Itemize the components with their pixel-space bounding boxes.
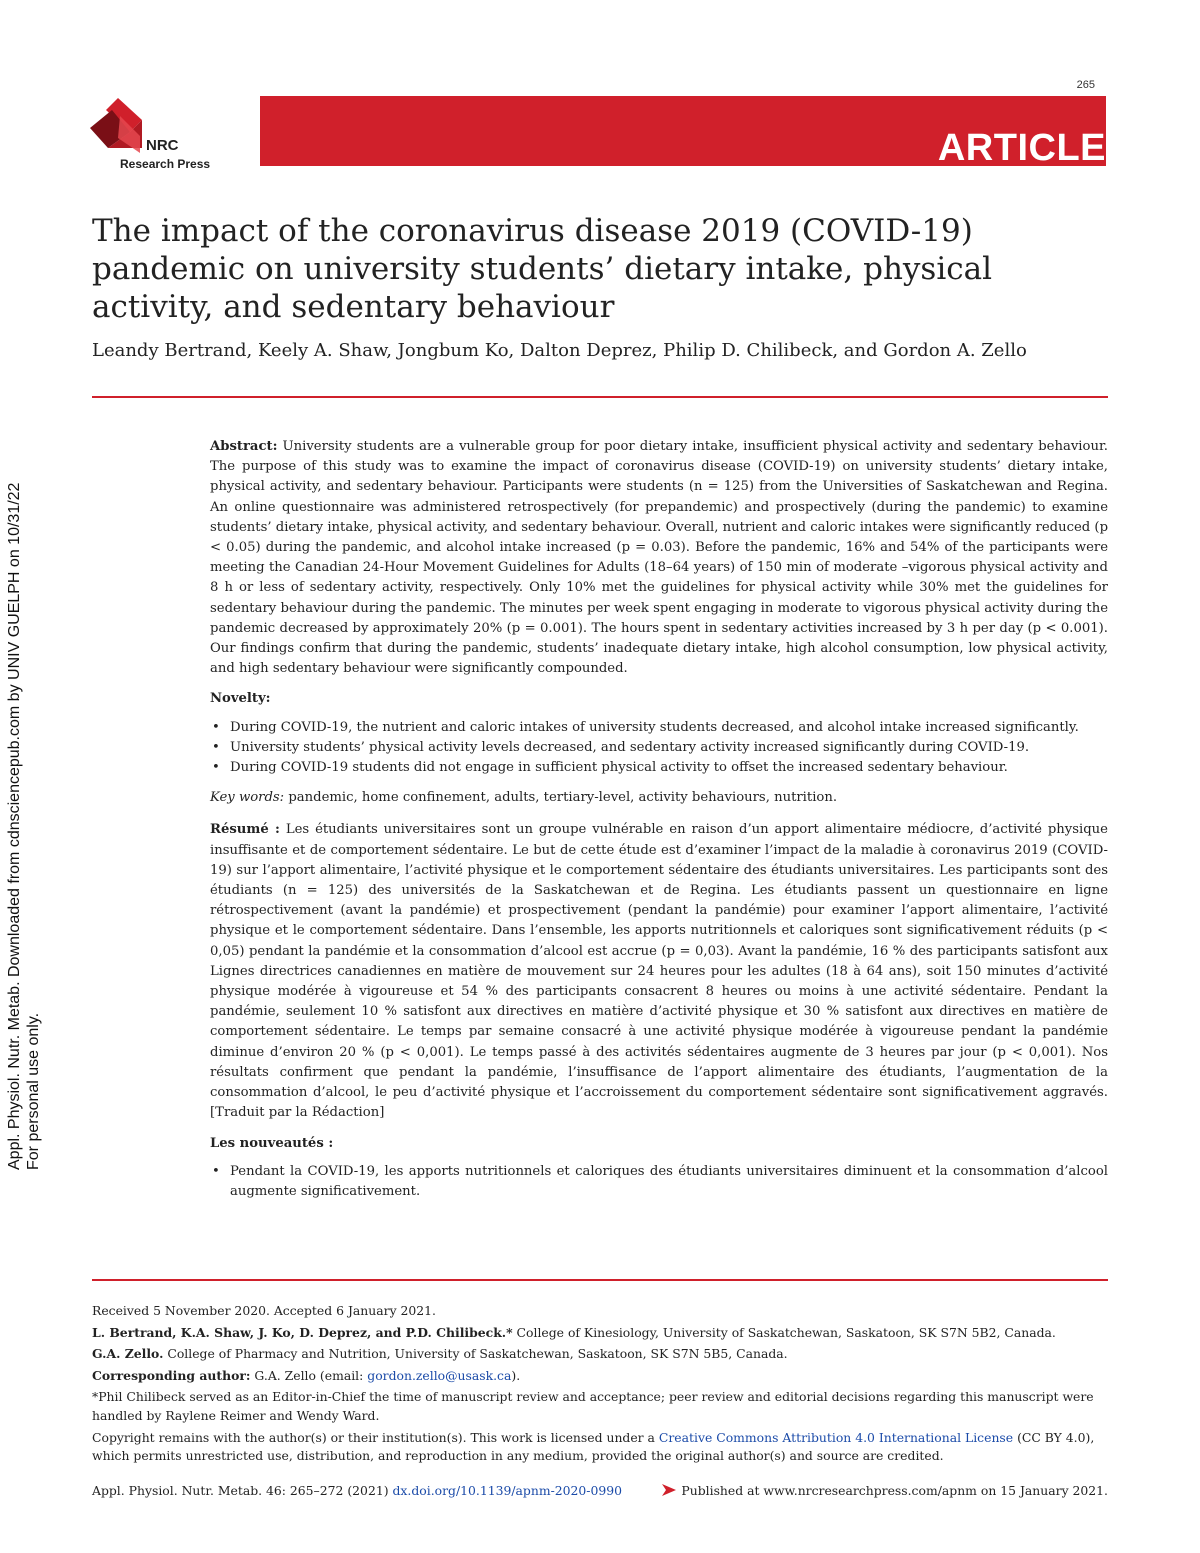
copyright-text-end: (CC BY 4.0), which permits unrestricted use, distribution, and reproduction in any medium, provided the original author(s) and source are credited. (92, 1429, 1095, 1464)
novelty-heading: Novelty: (210, 691, 271, 707)
abstract-text: University students are a vulnerable group for poor dietary intake, insufficient physical activity and sedentary behaviour. The purpose of this study was to examine the impact of coronavirus disease (COVID-19) on university students’ dietary intake, physical activity, and sedentary behaviour. Participants were students (n = 125) from the Universities of Saskatchewan and Regina. An online questionnaire was administered retrospectively (for prepandemic) and prospectively (during the pandemic) to examine students’ dietary intake, physical activity, and sedentary behaviour. Overall, nutrient and caloric intakes were significantly reduced (p < 0.05) during the pandemic, and alcohol intake increased (p = 0.03). Before the pandemic, 16% and 54% of the participants were meeting the Canadian 24-Hour Movement Guidelines for Adults (18–64 years) of 150 min of moderate –vigorous physical activity and 8 h or less of sedentary activity, respectively. Only 10% met the guidelines for physical activity while 30% met the guidelines for sedentary behaviour during the pandemic. The minutes per week spent engaging in moderate to vigorous physical activity during the pandemic decreased by approximately 20% (p = 0.001). The hours spent in sedentary activities increased by 3 h per day (p < 0.001). Our findings confirm that during the pandemic, students’ inadequate dietary intake, high alcohol consumption, low physical activity, and high sedentary behaviour were significantly compounded. (210, 439, 1109, 677)
novelty-list (210, 718, 1108, 779)
novelty-item: • University students’ physical activity levels decreased, and sedentary activity increased significantly during COVID-19. (210, 738, 1108, 758)
nrc-research-press-logo (90, 98, 240, 173)
nouveautes-item: • Pendant la COVID-19, les apports nutritionnels et caloriques des étudiants universitaires diminuent et la consommation d’alcool augmente significativement. (210, 1162, 1108, 1202)
logo-text-nrc: NRC (146, 137, 179, 154)
abstract-label: Abstract: (210, 439, 278, 454)
article-header-band (260, 96, 1106, 169)
published-footer (662, 1483, 1108, 1498)
resume-text: Les étudiants universitaires sont un groupe vulnérable en raison d’un apport alimentaire médiocre, d’activité physique insuffisante et de comportement sédentaire. Le but de cette étude est d’examiner l’impact de la maladie à coronavirus 2019 (COVID-19) sur l’apport alimentaire, l’activité physique et le comportement sédentaire des étudiants universitaires. Les participants sont des étudiants (n = 125) des universités de la Saskatchewan et de Regina. Les étudiants passent un questionnaire en ligne rétrospectivement (avant la pandémie) et prospectivement (pendant la pandémie) pour examiner l’apport alimentaire, l’activité physique et le comportement sédentaire. Dans l’ensemble, les apports nutritionnels et caloriques sont significativement réduits (p < 0,05) pendant la pandémie et la consommation d’alcool est accrue (p = 0,03). Avant la pandémie, 16 % des participants satisfont aux Lignes directrices canadiennes en matière de mouvement sur 24 heures pour les adultes (18 à 64 ans), soit 150 minutes d’activité physique modérée à vigoureuse et 54 % des participants consacrent 8 heures ou moins à une activité sédentaire. Pendant la pandémie, seulement 10 % satisfont aux directives en matière d’activité physique et 30 % satisfont aux directives en matière de comportement sédentaire. Le temps par semaine consacré à une activité physique modérée à vigoureuse pendant la pandémie diminue d’environ 20 % (p < 0,001). Le temps passé à des activités sédentaires augmente de 3 heures par jour (p < 0,001). Nos résultats confirment que pendant la pandémie, l’insuffisance de l’apport alimentaire des étudiants, l’augmentation de la consommation d’alcool, le peu d’activité physique et l’accroissement du comportement sédentaire sont significativement aggravés. [Traduit par la Rédaction] (210, 822, 1108, 1121)
affiliation-1 (92, 1324, 1108, 1343)
citation-text: Appl. Physiol. Nutr. Metab. 46: 265–272 (2021) (92, 1483, 393, 1498)
corresponding-author-close: ). (511, 1367, 521, 1383)
affiliation-1-text: College of Kinesiology, University of Saskatchewan, Saskatoon, SK S7N 5B2, Canada. (512, 1324, 1056, 1340)
novelty-item: • During COVID-19 students did not engage in sufficient physical activity to offset the increased sedentary behaviour. (210, 758, 1108, 778)
affiliation-2-names: G.A. Zello. (92, 1346, 164, 1362)
affiliation-1-names: L. Bertrand, K.A. Shaw, J. Ko, D. Deprez, and P.D. Chilibeck.* (92, 1324, 513, 1340)
published-text: Published at www.nrcresearchpress.com/apnm on 15 January 2021. (681, 1483, 1108, 1498)
abstract-section (210, 437, 1108, 1202)
doi-link[interactable]: dx.doi.org/10.1139/apnm-2020-0990 (392, 1483, 623, 1498)
nouveautes-heading: Les nouveautés : (210, 1135, 334, 1151)
license-link[interactable]: Creative Commons Attribution 4.0 International License (658, 1429, 1014, 1445)
citation-footer (92, 1483, 622, 1498)
article-type-label: ARTICLE (937, 127, 1106, 169)
download-stamp-line1: Appl. Physiol. Nutr. Metab. Downloaded from cdnsciencepub.com by UNIV GUELPH on 10/31/22 (6, 482, 23, 1170)
received-line: Received 5 November 2020. Accepted 6 January 2021. (92, 1303, 436, 1318)
footnotes (92, 1302, 1108, 1469)
footnote-divider (92, 1279, 1108, 1281)
editor-note: *Phil Chilibeck served as an Editor-in-Chief the time of manuscript review and acceptance; peer review and editorial decisions regarding this manuscript were handled by Raylene Reimer and Wendy Ward. (92, 1389, 1094, 1423)
affiliation-2-text: College of Pharmacy and Nutrition, University of Saskatchewan, Saskatoon, SK S7N 5B5, Canada. (163, 1346, 788, 1362)
keywords-line (210, 788, 1108, 808)
corresponding-author (92, 1367, 1108, 1386)
copyright-statement (92, 1429, 1108, 1466)
resume-paragraph (210, 820, 1108, 1123)
affiliation-2 (92, 1345, 1108, 1364)
logo-text-research-press: Research Press (120, 157, 211, 171)
corresponding-author-name: G.A. Zello (email: (250, 1367, 368, 1383)
keywords-text: pandemic, home confinement, adults, tertiary-level, activity behaviours, nutrition. (288, 790, 838, 806)
abstract-paragraph (210, 437, 1108, 679)
copyright-text-start: Copyright remains with the author(s) or their institution(s). This work is licensed under a (92, 1429, 659, 1445)
download-stamp (5, 483, 43, 1170)
corresponding-author-label: Corresponding author: (92, 1367, 251, 1383)
corresponding-email-link[interactable]: gordon.zello@usask.ca (367, 1367, 512, 1383)
header-divider (92, 396, 1108, 398)
page-number: 265 (1076, 79, 1095, 91)
published-arrow-icon (662, 1484, 676, 1496)
resume-label: Résumé : (210, 822, 280, 838)
author-list: Leandy Bertrand, Keely A. Shaw, Jongbum Ko, Dalton Deprez, Philip D. Chilibeck, and Gordon A. Zello (92, 340, 1027, 361)
keywords-label: Key words: (210, 790, 285, 806)
article-title: The impact of the coronavirus disease 2019 (COVID-19) pandemic on university students’ dietary intake, physical activity, and sedentary behaviour (92, 213, 993, 325)
novelty-item: • During COVID-19, the nutrient and caloric intakes of university students decreased, and alcohol intake increased significantly. (210, 718, 1108, 738)
nouveautes-list (210, 1162, 1108, 1202)
download-stamp-line2: For personal use only. (25, 1012, 42, 1170)
